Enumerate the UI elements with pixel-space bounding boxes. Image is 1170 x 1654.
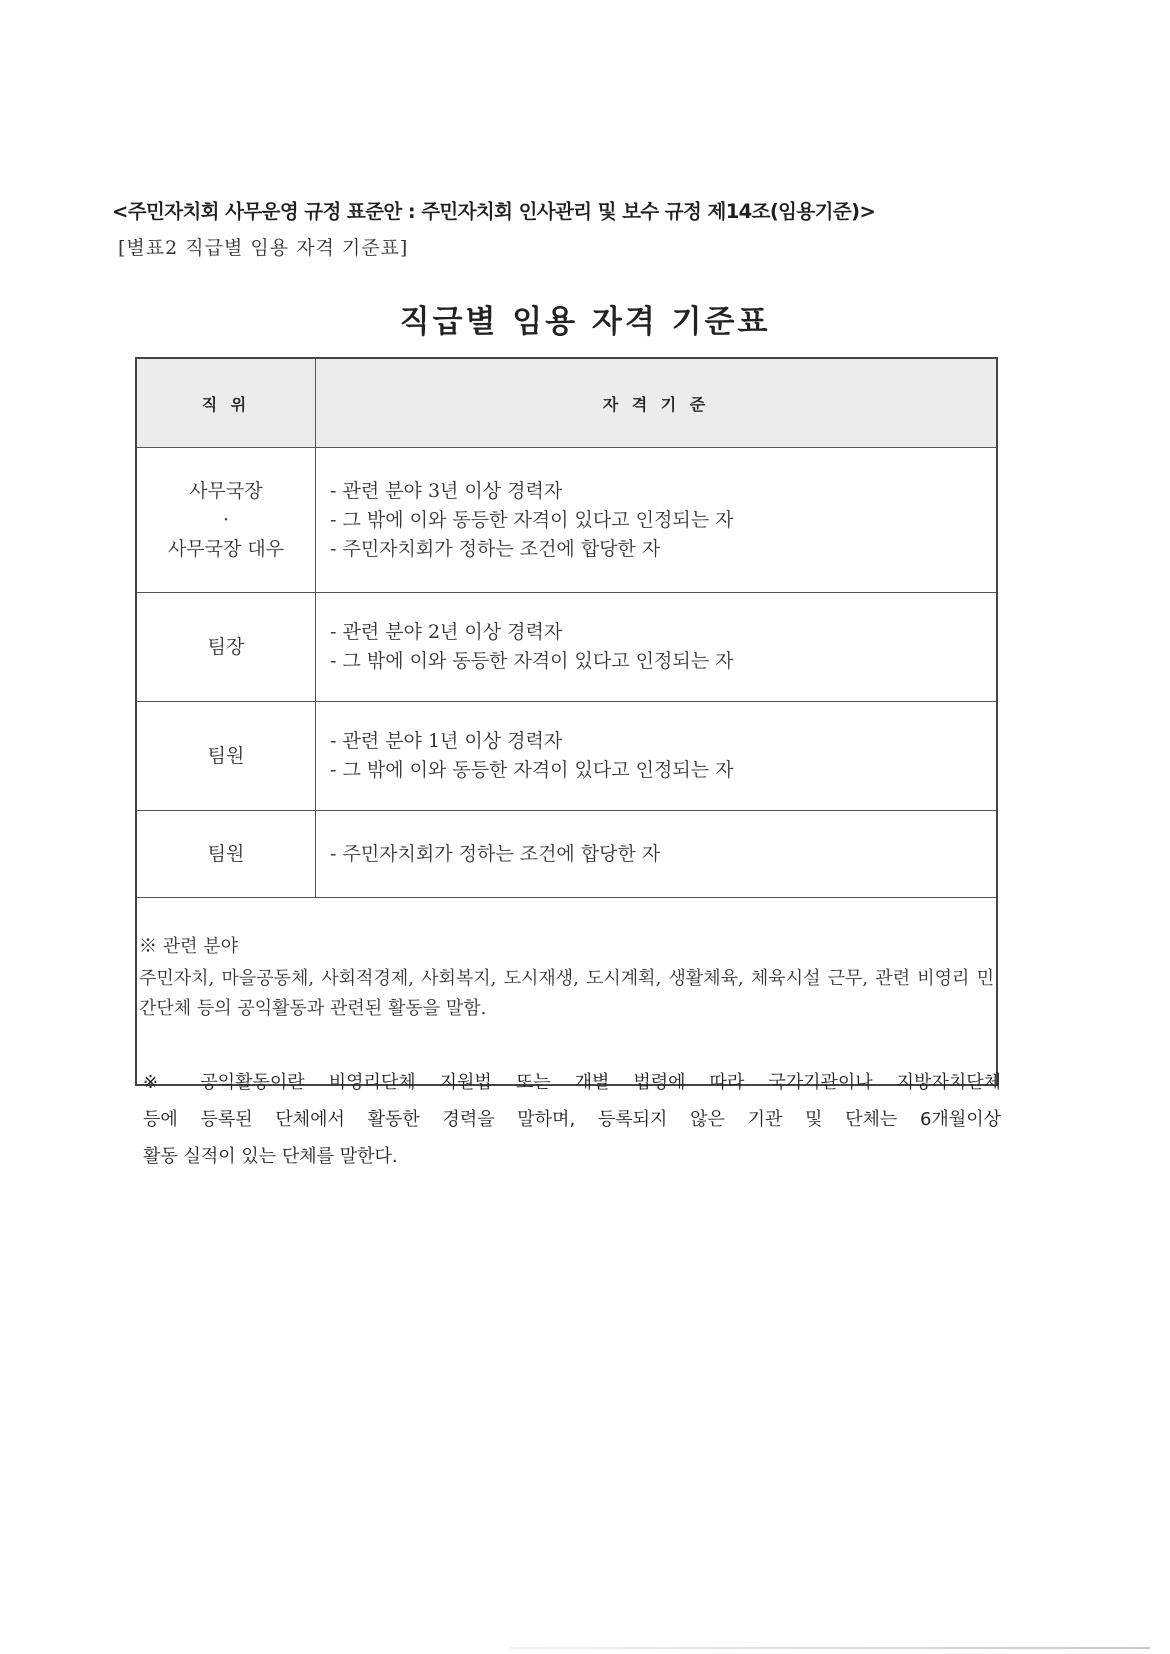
table-row (136, 593, 997, 702)
footnote-line: ※ 공익활동이란 비영리단체 지원법 또는 개별 법령에 따라 국가기관이나 지방자치단체 (143, 1072, 1001, 1093)
appendix-label: [별표2 직급별 임용 자격 기준표] (118, 237, 409, 259)
column-header-position: 직 위 (136, 358, 316, 448)
criteria-item: - 주민자치회가 정하는 조건에 합당한 자 (330, 537, 661, 560)
position-name: 사무국장 (189, 479, 263, 502)
note-title: ※ 관련 분야 (139, 936, 238, 957)
position-name: 팀원 (207, 744, 245, 767)
public-activity-footnote (143, 1064, 1001, 1175)
position-separator: · (222, 508, 230, 531)
position-cell (136, 593, 316, 702)
position-cell (136, 811, 316, 898)
document-heading: <주민자치회 사무운영 규정 표준안 : 주민자치회 인사관리 및 보수 규정 제14조(임용기준)> (112, 200, 876, 223)
position-cell (136, 702, 316, 811)
criteria-item: - 그 밖에 이와 동등한 자격이 있다고 인정되는 자 (330, 759, 734, 781)
criteria-item: - 관련 분야 2년 이상 경력자 (330, 621, 563, 643)
footnote-line: 등에 등록된 단체에서 활동한 경력을 말하며, 등록되지 않은 기관 및 단체는 6개월이상 (143, 1109, 1001, 1130)
table-row (136, 448, 997, 593)
position-name: 사무국장 대우 (167, 537, 285, 560)
table-row (136, 702, 997, 811)
criteria-item: - 그 밖에 이와 동등한 자격이 있다고 인정되는 자 (330, 650, 734, 672)
position-name: 팀장 (207, 635, 245, 658)
criteria-item: - 관련 분야 1년 이상 경력자 (330, 730, 563, 752)
table-row (136, 811, 997, 898)
note-body: 주민자치, 마을공동체, 사회적경제, 사회복지, 도시재생, 도시계획, 생활체육, 체육시설 근무, 관련 비영리 민간단체 등의 공익활동과 관련된 활동을 말함. (139, 968, 994, 1019)
scan-edge-divider (510, 1647, 1150, 1649)
criteria-cell (316, 811, 998, 898)
criteria-item: - 관련 분야 3년 이상 경력자 (330, 479, 563, 502)
table-header-row (136, 358, 997, 448)
position-name: 팀원 (207, 842, 245, 865)
criteria-cell (316, 448, 998, 593)
criteria-item: - 주민자치회가 정하는 조건에 합당한 자 (330, 842, 661, 865)
qualification-table (135, 357, 998, 1086)
position-cell (136, 448, 316, 593)
column-header-criteria: 자 격 기 준 (316, 358, 998, 448)
criteria-item: - 그 밖에 이와 동등한 자격이 있다고 인정되는 자 (330, 508, 734, 531)
page-title: 직급별 임용 자격 기준표 (399, 304, 771, 340)
related-fields-note-row (136, 898, 997, 1086)
criteria-cell (316, 593, 998, 702)
related-fields-note-cell (136, 898, 997, 1086)
criteria-cell (316, 702, 998, 811)
footnote-line: 활동 실적이 있는 단체를 말한다. (143, 1146, 398, 1167)
